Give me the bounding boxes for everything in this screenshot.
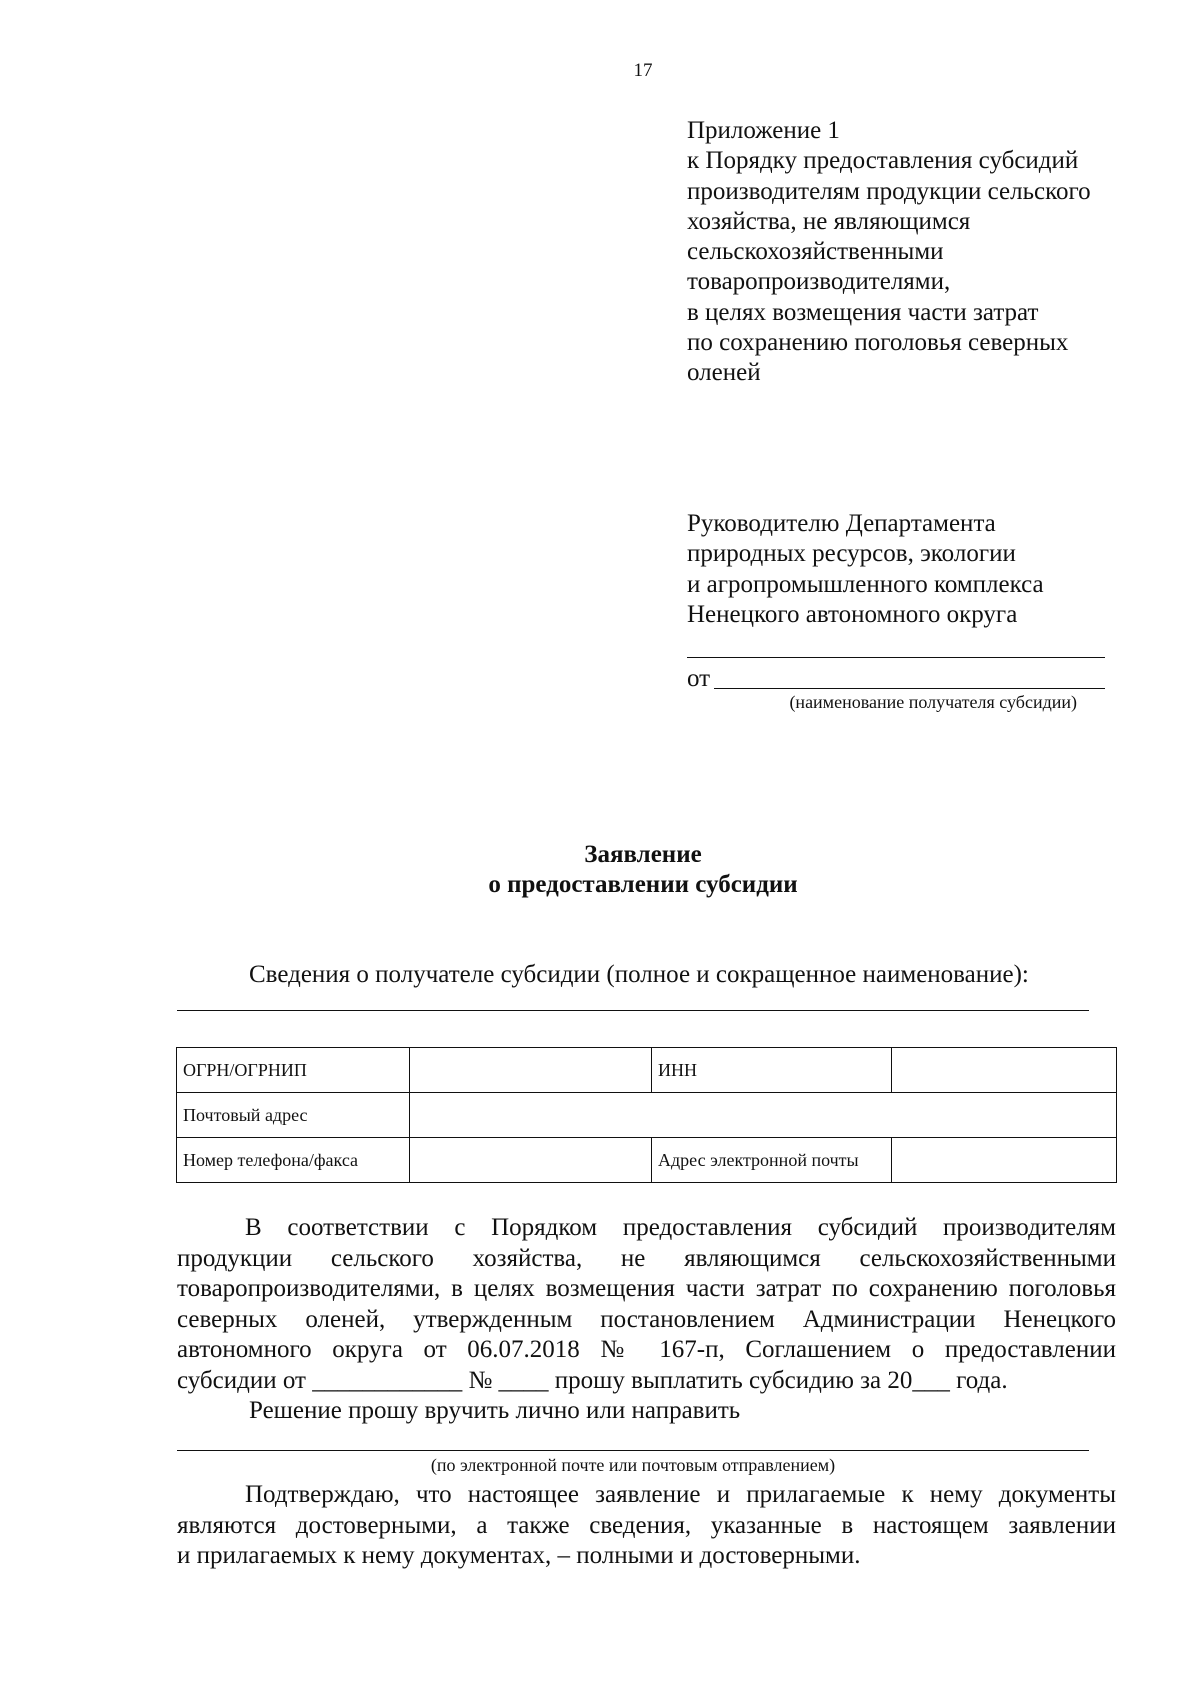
title-line-1: Заявление xyxy=(584,841,702,868)
title-line-2: о предоставлении субсидии xyxy=(488,871,798,898)
paragraph-line: В соответствии с Порядком предоставления субсидий производителям xyxy=(245,1214,1116,1241)
page-number: 17 xyxy=(633,60,653,81)
appendix-line: хозяйства, не являющимся xyxy=(687,207,971,235)
from-caption: (наименование получателя субсидии) xyxy=(789,692,1077,712)
confirmation-line: и прилагаемых к нему документах, – полными и достоверными. xyxy=(177,1542,861,1569)
addressee-block xyxy=(687,509,1157,630)
appendix-header xyxy=(687,116,1157,389)
appendix-line: товаропроизводителями, xyxy=(687,268,951,296)
appendix-line: производителям продукции сельского xyxy=(687,177,1091,205)
ogrn-value-cell[interactable] xyxy=(410,1048,652,1093)
delivery-text: Решение прошу вручить лично или направить xyxy=(249,1397,741,1424)
appendix-line: к Порядку предоставления субсидий xyxy=(687,147,1079,175)
paragraph-line: субсидии от ____________ № ____ прошу выплатить субсидию за 20___ года. xyxy=(177,1366,1008,1394)
addressee-line: и агропромышленного комплекса xyxy=(687,570,1044,598)
appendix-line: Приложение 1 xyxy=(687,117,840,144)
from-blank-line[interactable] xyxy=(714,688,1105,689)
addressee-line: Руководителю Департамента xyxy=(687,510,996,537)
confirmation-line: Подтверждаю, что настоящее заявление и прилагаемые к нему документы xyxy=(245,1481,1116,1508)
appendix-line: по сохранению поголовья северных xyxy=(687,329,1069,357)
main-paragraph xyxy=(177,1213,1116,1396)
inn-label: ИНН xyxy=(652,1048,892,1093)
phone-fax-label: Номер телефона/факса xyxy=(177,1138,410,1183)
confirmation-line: являются достоверными, а также сведения, указанные в настоящем заявлении xyxy=(177,1511,1116,1539)
appendix-line: сельскохозяйственными xyxy=(687,238,944,266)
addressee-line: природных ресурсов, экологии xyxy=(687,540,1016,568)
confirmation-paragraph xyxy=(177,1480,1116,1572)
table-row xyxy=(177,1048,1117,1093)
postal-address-value-cell[interactable] xyxy=(410,1093,1117,1138)
recipient-name-blank-line[interactable] xyxy=(177,1010,1089,1011)
phone-fax-value-cell[interactable] xyxy=(410,1138,652,1183)
email-value-cell[interactable] xyxy=(892,1138,1117,1183)
paragraph-line: автономного округа от 06.07.2018 № 167-п, Соглашением о предоставлении xyxy=(177,1336,1116,1363)
addressee-line: Ненецкого автономного округа xyxy=(687,600,1018,628)
from-prefix: от xyxy=(687,665,711,692)
postal-address-label: Почтовый адрес xyxy=(177,1093,410,1138)
addressee-blank-line[interactable] xyxy=(687,657,1105,658)
email-label: Адрес электронной почты xyxy=(652,1138,892,1183)
paragraph-line: продукции сельского хозяйства, не являющимся сельскохозяйственными xyxy=(177,1244,1116,1272)
paragraph-line: товаропроизводителями, в целях возмещения части затрат по сохранению поголовья xyxy=(177,1275,1116,1302)
inn-value-cell[interactable] xyxy=(892,1048,1117,1093)
table-row xyxy=(177,1093,1117,1138)
ogrn-label: ОГРН/ОГРНИП xyxy=(177,1048,410,1093)
delivery-blank-line[interactable] xyxy=(177,1450,1089,1451)
delivery-caption: (по электронной почте или почтовым отправлением) xyxy=(430,1455,836,1475)
table-row xyxy=(177,1138,1117,1183)
appendix-line: оленей xyxy=(687,359,761,387)
recipient-info-label: Сведения о получателе субсидии (полное и сокращенное наименование): xyxy=(249,961,1029,988)
appendix-line: в целях возмещения части затрат xyxy=(687,298,1039,326)
paragraph-line: северных оленей, утвержденным постановлением Администрации Ненецкого xyxy=(177,1305,1116,1333)
document-title xyxy=(0,840,1200,900)
recipient-info-table xyxy=(176,1047,1117,1183)
